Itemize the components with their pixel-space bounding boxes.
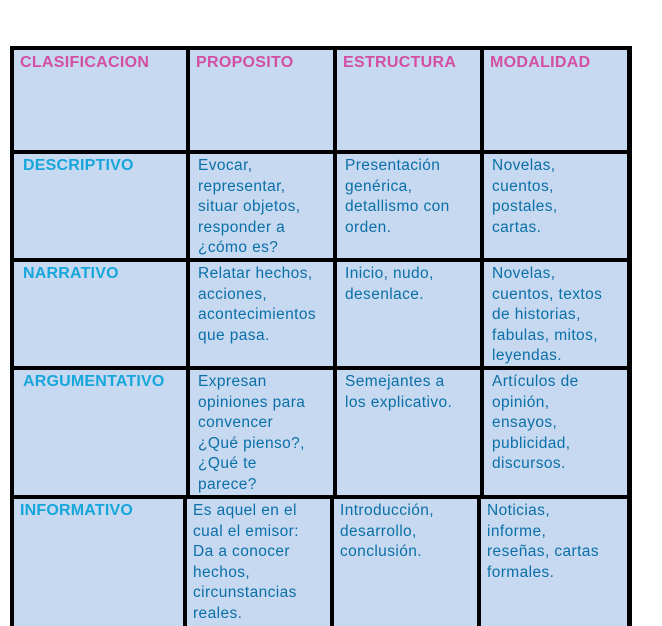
cell-descriptivo-proposito: Evocar, representar, situar objetos, responder a ¿cómo es? bbox=[190, 154, 333, 258]
cell-argumentativo-proposito: Expresan opiniones para convencer ¿Qué pienso?, ¿Qué te parece? bbox=[190, 370, 333, 495]
classification-table bbox=[10, 46, 632, 626]
cell-informativo-estructura: Introducción, desarrollo, conclusión. bbox=[334, 499, 477, 626]
header-proposito: PROPOSITO bbox=[190, 50, 333, 150]
cell-narrativo-proposito: Relatar hechos, acciones, acontecimientos que pasa. bbox=[190, 262, 333, 366]
cell-argumentativo-modalidad: Artículos de opinión, ensayos, publicidad, discursos. bbox=[484, 370, 627, 495]
cell-narrativo-estructura: Inicio, nudo, desenlace. bbox=[337, 262, 480, 366]
cell-descriptivo-estructura: Presentación genérica, detallismo con orden. bbox=[337, 154, 480, 258]
cell-argumentativo-estructura: Semejantes a los explicativo. bbox=[337, 370, 480, 495]
header-modalidad: MODALIDAD bbox=[484, 50, 627, 150]
row-label-informativo: INFORMATIVO bbox=[14, 499, 183, 626]
header-clasificacion: CLASIFICACION bbox=[14, 50, 186, 150]
row-label-descriptivo: DESCRIPTIVO bbox=[14, 154, 186, 258]
cell-informativo-modalidad: Noticias, informe, reseñas, cartas formales. bbox=[481, 499, 627, 626]
cell-informativo-proposito: Es aquel en el cual el emisor: Da a conocer hechos, circunstancias reales. bbox=[187, 499, 330, 626]
header-estructura: ESTRUCTURA bbox=[337, 50, 480, 150]
row-label-narrativo: NARRATIVO bbox=[14, 262, 186, 366]
cell-descriptivo-modalidad: Novelas, cuentos, postales, cartas. bbox=[484, 154, 627, 258]
cell-narrativo-modalidad: Novelas, cuentos, textos de historias, fabulas, mitos, leyendas. bbox=[484, 262, 627, 366]
row-label-argumentativo: ARGUMENTATIVO bbox=[14, 370, 186, 495]
